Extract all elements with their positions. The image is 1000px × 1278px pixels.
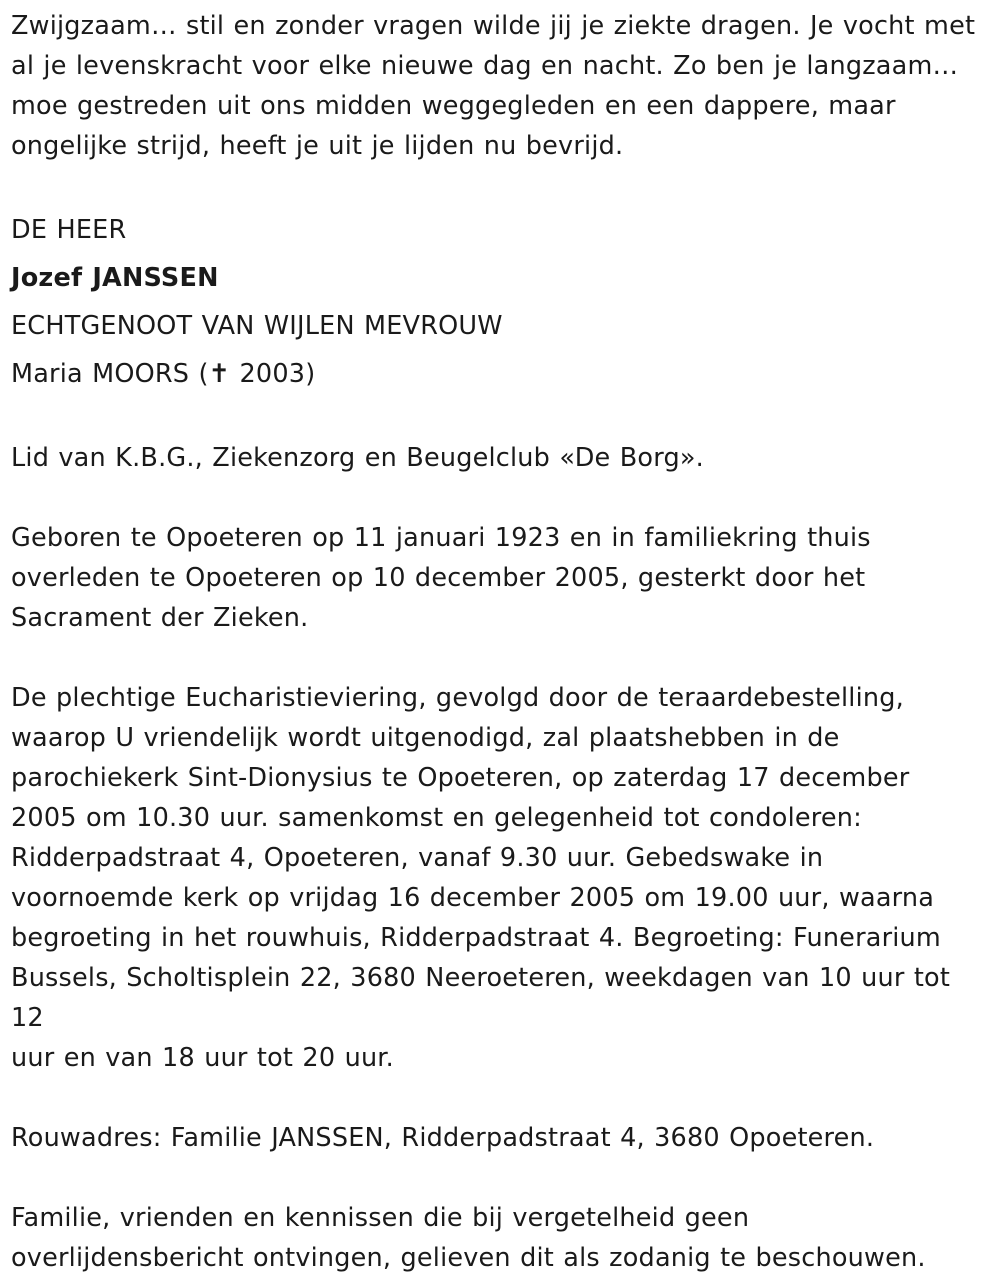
title-line: DE HEER [11, 215, 127, 245]
spacer [11, 1078, 991, 1118]
spacer [11, 166, 991, 206]
spacer [11, 478, 991, 518]
mourning-address: Rouwadres: Familie JANSSEN, Ridderpadstraat 4, 3680 Opoeteren. [11, 1123, 875, 1153]
spouse-name: Maria MOORS (✝ 2003) [11, 359, 316, 389]
deceased-name: Jozef JANSSEN [11, 263, 219, 293]
funeral-paragraph: De plechtige Eucharistieviering, gevolgd door de teraardebestelling, waarop U vriendelijk wordt uitgenodigd, zal plaatshebben in de parochiekerk Sint-Dionysius te Opoeteren, op zaterdag 17 december 2005 om 10.30 uur. samenkomst en gelegenheid tot condoleren: Ridderpadstraat 4, Opoeteren, vanaf 9.30 uur. Gebedswake in voornoemde kerk op vrijdag 16 december 2005 om 19.00 uur, waarna begroeting in het rouwhuis, Ridderpadstraat 4. Begroeting: Funerarium Bussels, Scholtisplein 22, 3680 Neeroeteren, weekdagen van 10 uur tot 12 uur en van 18 uur tot 20 uur. [11, 683, 951, 1073]
spouse-line: ECHTGENOOT VAN WIJLEN MEVROUW [11, 311, 503, 341]
birth-death-paragraph: Geboren te Opoeteren op 11 januari 1923 en in familiekring thuis overleden te Opoeteren op 10 december 2005, gesterkt door het Sacrament der Zieken. [11, 523, 871, 633]
obituary-document [11, 6, 991, 1278]
spacer [11, 398, 991, 438]
membership-line: Lid van K.B.G., Ziekenzorg en Beugelclub «De Borg». [11, 443, 704, 473]
spacer [11, 638, 991, 678]
closing-paragraph: Familie, vrienden en kennissen die bij vergetelheid geen overlijdensbericht ontvingen, gelieven dit als zodanig te beschouwen. [11, 1203, 926, 1273]
spacer [11, 1158, 991, 1198]
intro-poem: Zwijgzaam… stil en zonder vragen wilde jij je ziekte dragen. Je vocht met al je levenskracht voor elke nieuwe dag en nacht. Zo ben je langzaam… moe gestreden uit ons midden weggegleden en een dappere, maar ongelijke strijd, heeft je uit je lijden nu bevrijd. [11, 11, 976, 161]
